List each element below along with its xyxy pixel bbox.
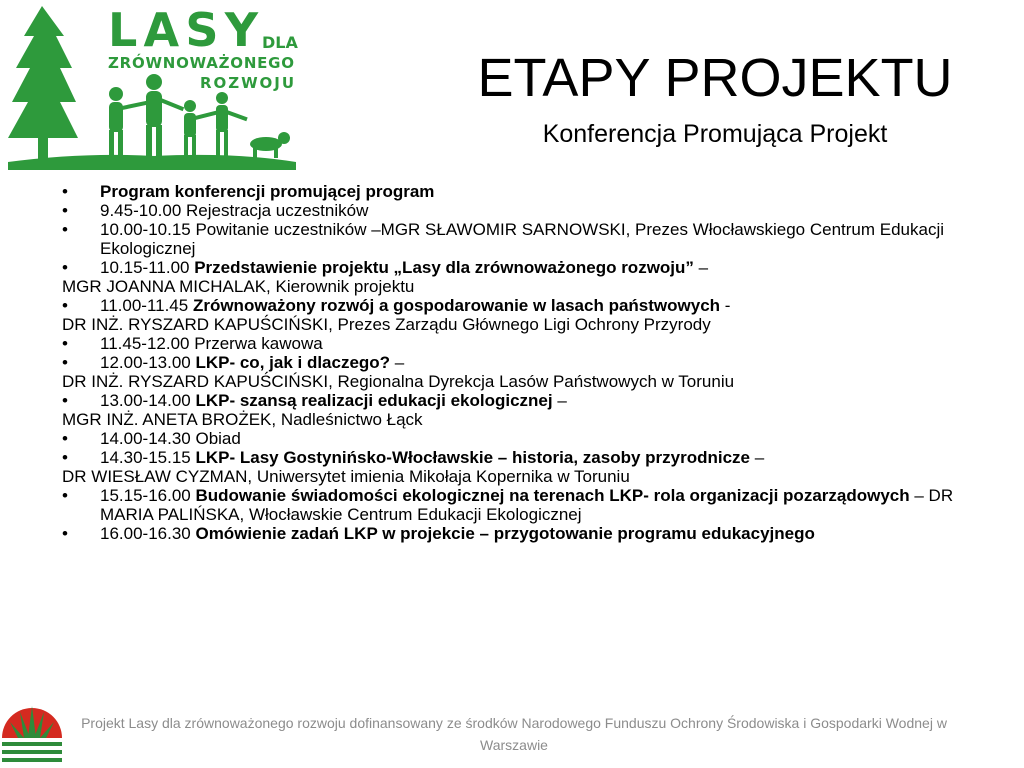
bold-text: LKP- szansą realizacji edukacji ekologicznej xyxy=(195,391,553,410)
program-item xyxy=(62,334,1002,353)
plain-text: – xyxy=(750,448,765,467)
program-item xyxy=(62,391,1002,410)
plain-text: – xyxy=(390,353,405,372)
plain-text: DR INŻ. RYSZARD KAPUŚCIŃSKI, Regionalna Dyrekcja Lasów Państwowych w Toruniu xyxy=(62,372,735,391)
plain-text: – DR MARIA PALIŃSKA, Włocławskie Centrum Edukacji Ekologicznej xyxy=(100,486,954,524)
plain-text: – xyxy=(552,391,567,410)
program-speaker-line xyxy=(62,467,1002,486)
logo-word-dla: DLA xyxy=(262,33,298,52)
program-list xyxy=(62,182,1002,543)
program-item xyxy=(62,201,1002,220)
program-speaker-line xyxy=(62,315,1002,334)
plain-text: 14.30-15.15 xyxy=(100,448,196,467)
program-item xyxy=(62,296,1002,315)
footer-note: Projekt Lasy dla zrównoważonego rozwoju dofinansowany ze środków Narodowego Funduszu Ochrony Środowiska i Gospodarki Wodnej w Warszawie xyxy=(81,715,947,753)
plain-text: 12.00-13.00 xyxy=(100,353,196,372)
plain-text: 16.00-16.30 xyxy=(100,524,196,543)
program-speaker-line xyxy=(62,410,1002,429)
logo-word-lasy: LASY xyxy=(108,3,258,57)
program-item xyxy=(62,182,1002,201)
bold-text: Omówienie zadań LKP w projekcie – przygotowanie programu edukacyjnego xyxy=(195,524,815,543)
program-speaker-line xyxy=(62,372,1002,391)
plain-text: 14.00-14.30 Obiad xyxy=(100,429,241,448)
program-item xyxy=(62,353,1002,372)
plain-text: 11.45-12.00 Przerwa kawowa xyxy=(100,334,323,353)
plain-text: 13.00-14.00 xyxy=(100,391,196,410)
program-item xyxy=(62,448,1002,467)
plain-text: DR WIESŁAW CYZMAN, Uniwersytet imienia Mikołaja Kopernika w Toruniu xyxy=(62,467,630,486)
plain-text: 10.00-10.15 Powitanie uczestników –MGR SŁAWOMIR SARNOWSKI, Prezes Włocławskiego Centrum Edukacji Ekologicznej xyxy=(100,220,945,258)
bold-text: LKP- Lasy Gostynińsko-Włocławskie – historia, zasoby przyrodnicze xyxy=(195,448,751,467)
plain-text: MGR INŻ. ANETA BROŻEK, Nadleśnictwo Łąck xyxy=(62,410,423,429)
program-item xyxy=(62,429,1002,448)
project-logo xyxy=(4,2,300,176)
program-item xyxy=(62,524,1002,543)
plain-text: 15.15-16.00 xyxy=(100,486,196,505)
program-item xyxy=(62,486,1002,524)
slide-subtitle: Konferencja Promująca Projekt xyxy=(542,120,888,148)
plain-text: - xyxy=(720,296,731,315)
bold-text: LKP- co, jak i dlaczego? xyxy=(195,353,391,372)
plain-text: DR INŻ. RYSZARD KAPUŚCIŃSKI, Prezes Zarządu Głównego Ligi Ochrony Przyrody xyxy=(62,315,711,334)
slide-title: ETAPY PROJEKTU xyxy=(477,48,953,108)
plain-text: – xyxy=(693,258,709,277)
nfosigw-emblem-icon xyxy=(0,698,64,768)
logo-word-zrownowazonego: ZRÓWNOWAŻONEGO xyxy=(108,54,294,72)
bold-text: Zrównoważony rozwój a gospodarowanie w lasach państwowych xyxy=(192,296,721,315)
bold-text: Budowanie świadomości ekologicznej na terenach LKP- rola organizacji pozarządowych xyxy=(195,486,910,505)
program-speaker-line xyxy=(62,277,1002,296)
plain-text: MGR JOANNA MICHALAK, Kierownik projektu xyxy=(62,277,415,296)
plain-text: 11.00-11.45 xyxy=(100,296,193,315)
program-item xyxy=(62,258,1002,277)
plain-text: 10.15-11.00 xyxy=(100,258,195,277)
plain-text: 9.45-10.00 Rejestracja uczestników xyxy=(100,201,369,220)
logo-word-rozwoju: ROZWOJU xyxy=(200,74,294,92)
bold-text: Przedstawienie projektu „Lasy dla zrównoważonego rozwoju” xyxy=(194,258,694,277)
bold-text: Program konferencji promującej program xyxy=(100,182,435,201)
program-item xyxy=(62,220,1002,258)
